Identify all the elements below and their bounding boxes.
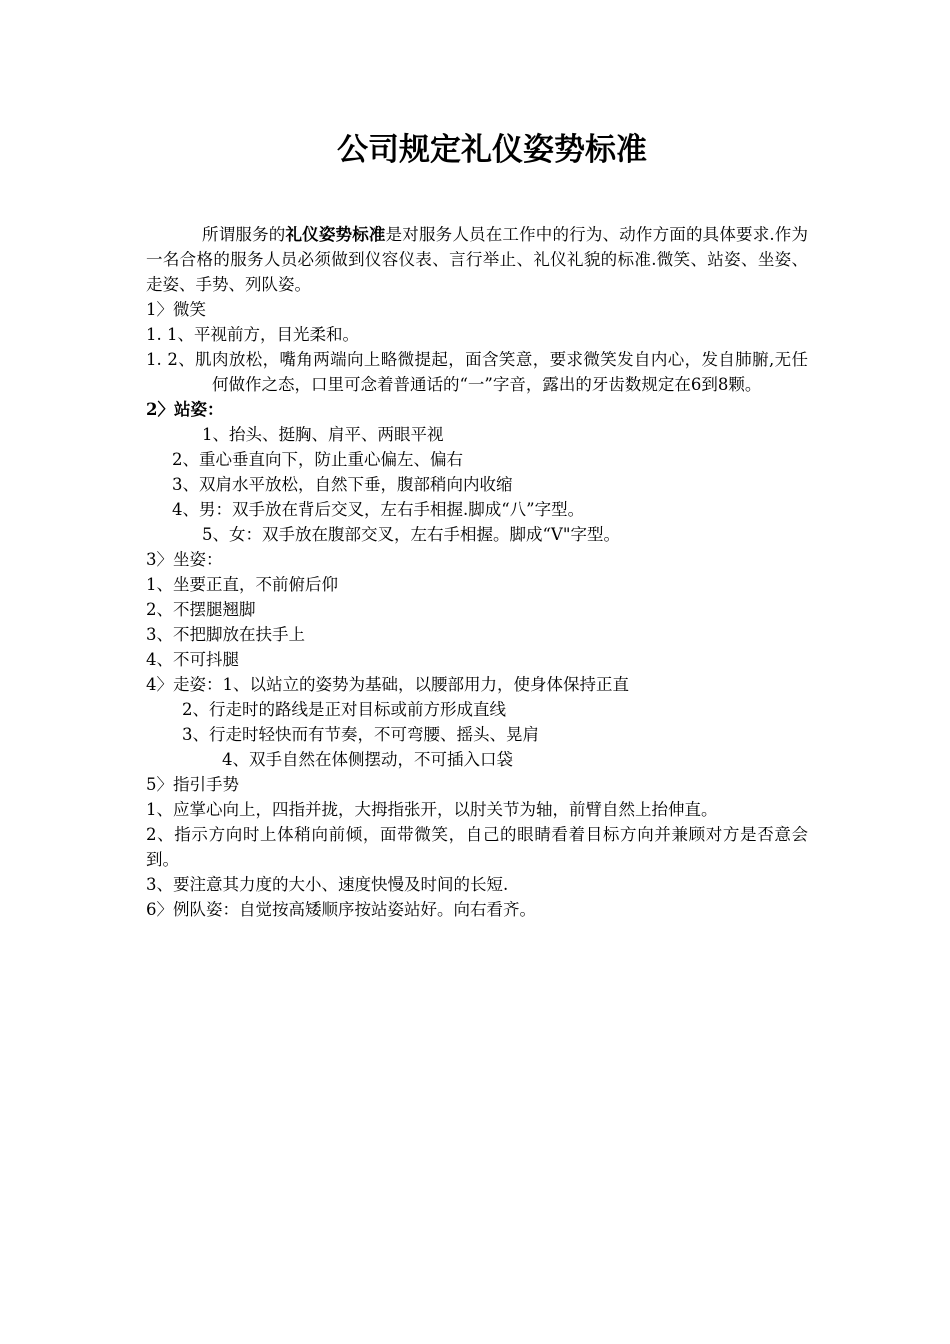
intro-paragraph	[146, 222, 808, 297]
gesture-item-3: 3、要注意其力度的大小、速度快慢及时间的长短.	[146, 875, 509, 894]
gesture-heading: 5〉指引手势	[146, 775, 239, 794]
walk-heading: 4〉走姿：1、以站立的姿势为基础，以腰部用力，使身体保持正直	[146, 675, 629, 694]
smile-item-1: 1. 1、平视前方，目光柔和。	[146, 325, 359, 344]
intro-bold-term: 礼仪姿势标准	[285, 225, 386, 244]
sit-item-3: 3、不把脚放在扶手上	[146, 625, 305, 644]
walk-item-3: 3、行走时轻快而有节奏，不可弯腰、摇头、晃肩	[182, 725, 539, 744]
gesture-item-1: 1、应掌心向上，四指并拢，大拇指张开，以肘关节为轴，前臂自然上抬伸直。	[146, 800, 718, 819]
stand-item-5: 5、女：双手放在腹部交叉，左右手相握。脚成“V"字型。	[202, 525, 620, 544]
stand-item-2: 2、重心垂直向下，防止重心偏左、偏右	[172, 450, 463, 469]
queue-line: 6〉例队姿：自觉按高矮顺序按站姿站好。向右看齐。	[146, 900, 536, 919]
sit-item-1: 1、坐要正直，不前俯后仰	[146, 575, 338, 594]
walk-item-4: 4、双手自然在体侧摆动，不可插入口袋	[222, 750, 513, 769]
stand-item-4: 4、男：双手放在背后交叉，左右手相握.脚成“八”字型。	[172, 500, 585, 519]
stand-item-3: 3、双肩水平放松，自然下垂，腹部稍向内收缩	[172, 475, 513, 494]
document-body	[146, 222, 808, 922]
smile-heading: 1〉微笑	[146, 300, 206, 319]
intro-suffix: 是对服务人员在工作中的行为、动作方面的具体要求.作为一名合格的服务人员必须做到仪容仪表、言行举止、礼仪礼貌的标准.微笑、站姿、坐姿、走姿、手势、列队姿。	[146, 225, 808, 294]
document-title: 公司规定礼仪姿势标准	[337, 132, 647, 168]
intro-prefix: 所谓服务的	[202, 225, 286, 244]
walk-item-2: 2、行走时的路线是正对目标或前方形成直线	[182, 700, 506, 719]
gesture-item-2: 2、指示方向时上体稍向前倾，面带微笑，自己的眼睛看着目标方向并兼顾对方是否意会到。	[146, 825, 808, 869]
stand-heading: 2〉站姿：	[146, 400, 224, 419]
smile-item-2: 1. 2、肌肉放松，嘴角两端向上略微提起，面含笑意，要求微笑发自内心，发自肺腑,无任何做作之态，口里可念着普通话的“一”字音，露出的牙齿数规定在6到8颗。	[146, 350, 808, 394]
sit-item-2: 2、不摆腿翘脚	[146, 600, 256, 619]
sit-heading: 3〉坐姿：	[146, 550, 223, 569]
sit-item-4: 4、不可抖腿	[146, 650, 239, 669]
stand-item-1: 1、抬头、挺胸、肩平、两眼平视	[202, 425, 444, 444]
